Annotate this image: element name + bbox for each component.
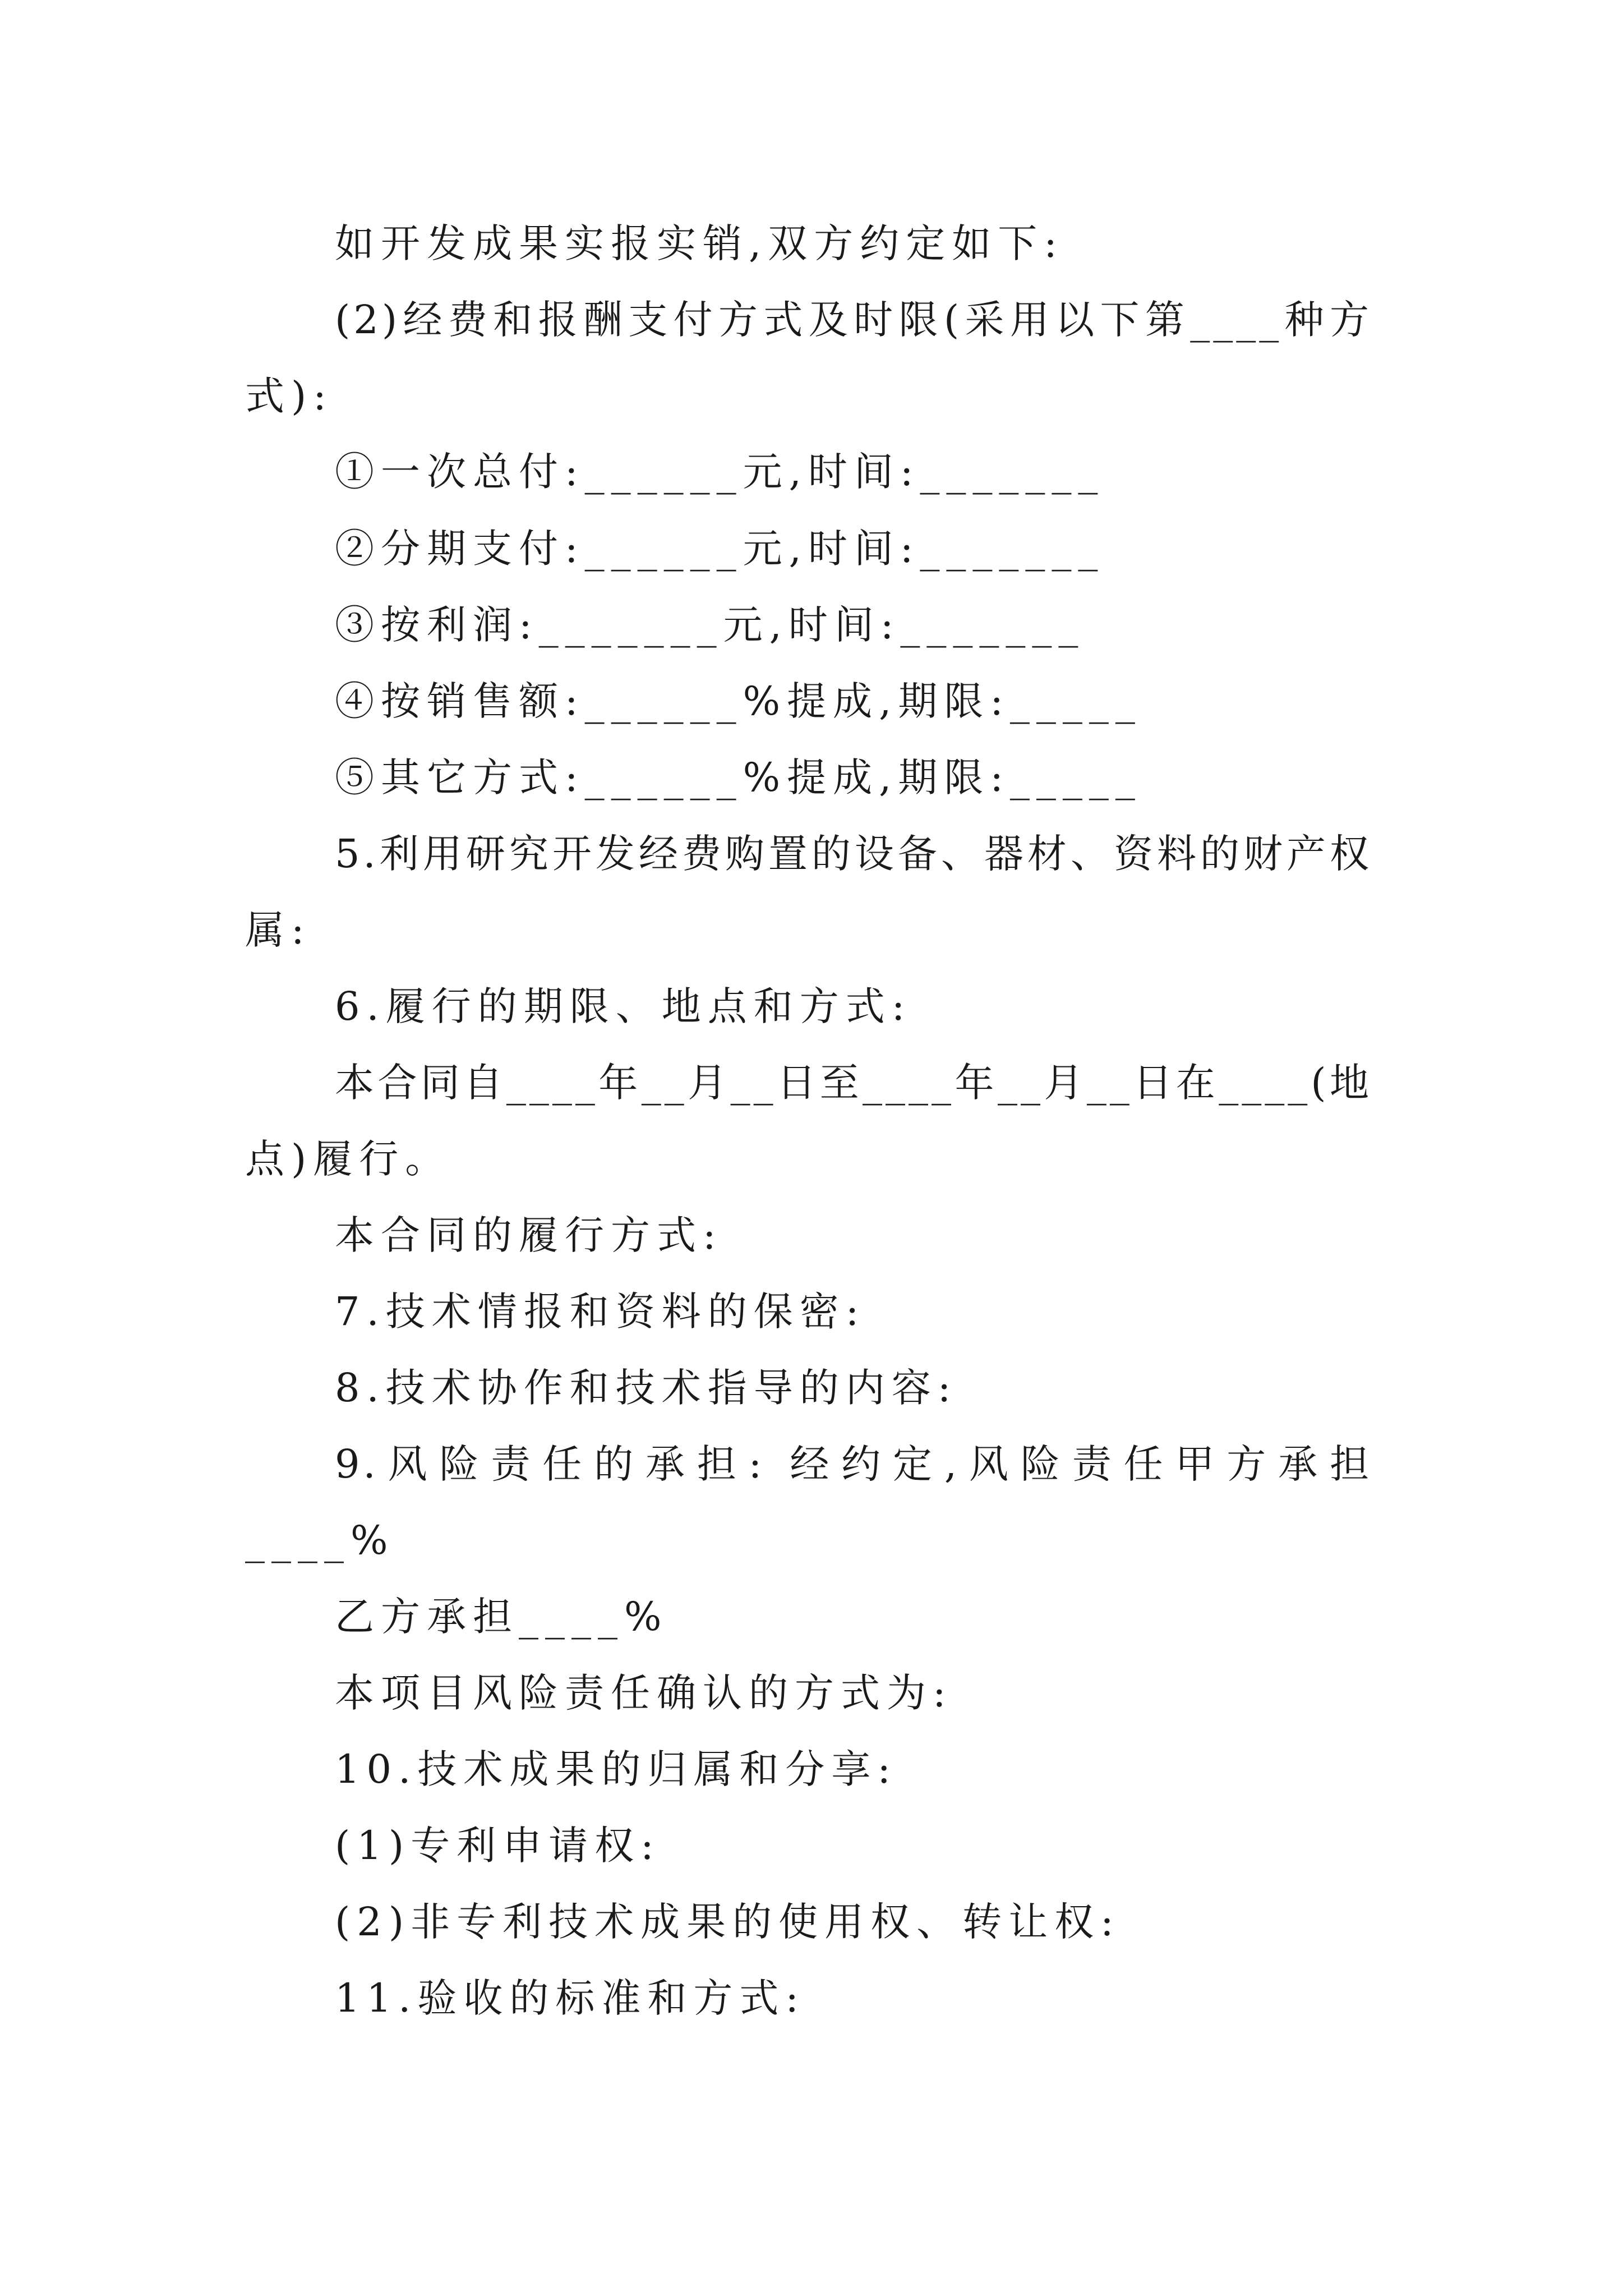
text-line: 9.风险责任的承担: 经约定,风险责任甲方承担	[335, 1441, 1372, 1487]
text-line: (1)专利申请权:	[335, 1823, 661, 1869]
text-line: 5.利用研究开发经费购置的设备、器材、资料的财产权	[335, 831, 1372, 877]
text-line: 6.履行的期限、地点和方式:	[335, 983, 912, 1029]
text-line: 7.技术情报和资料的保密:	[335, 1289, 866, 1335]
text-line: (2)经费和报酬支付方式及时限(采用以下第____种方	[335, 297, 1372, 343]
text-line: ④按销售额:______%提成,期限:_____	[335, 678, 1142, 724]
text-line: ③按利润:_______元,时间:_______	[335, 602, 1085, 648]
text-line: 本合同自____年__月__日至____年__月__日在____(地	[335, 1060, 1372, 1106]
text-line: 11.验收的标准和方式:	[335, 1975, 805, 2021]
text-line: (2)非专利技术成果的使用权、转让权:	[335, 1899, 1121, 1945]
text-line: 本项目风险责任确认的方式为:	[335, 1670, 953, 1716]
text-line: 本合同的履行方式:	[335, 1212, 723, 1258]
text-line: 10.技术成果的归属和分享:	[335, 1746, 897, 1792]
text-line: 如开发成果实报实销,双方约定如下:	[335, 220, 1064, 266]
text-line: ____%	[245, 1517, 395, 1563]
text-line: 属:	[245, 907, 311, 953]
text-line: 乙方承担____%	[335, 1594, 668, 1640]
text-line: 点)履行。	[245, 1136, 451, 1182]
text-line: 8.技术协作和技术指导的内容:	[335, 1365, 958, 1411]
text-line: ①一次总付:______元,时间:_______	[335, 449, 1105, 495]
text-line: 式):	[245, 373, 333, 419]
text-line: ②分期支付:______元,时间:_______	[335, 526, 1105, 572]
text-line: ⑤其它方式:______%提成,期限:_____	[335, 754, 1142, 800]
